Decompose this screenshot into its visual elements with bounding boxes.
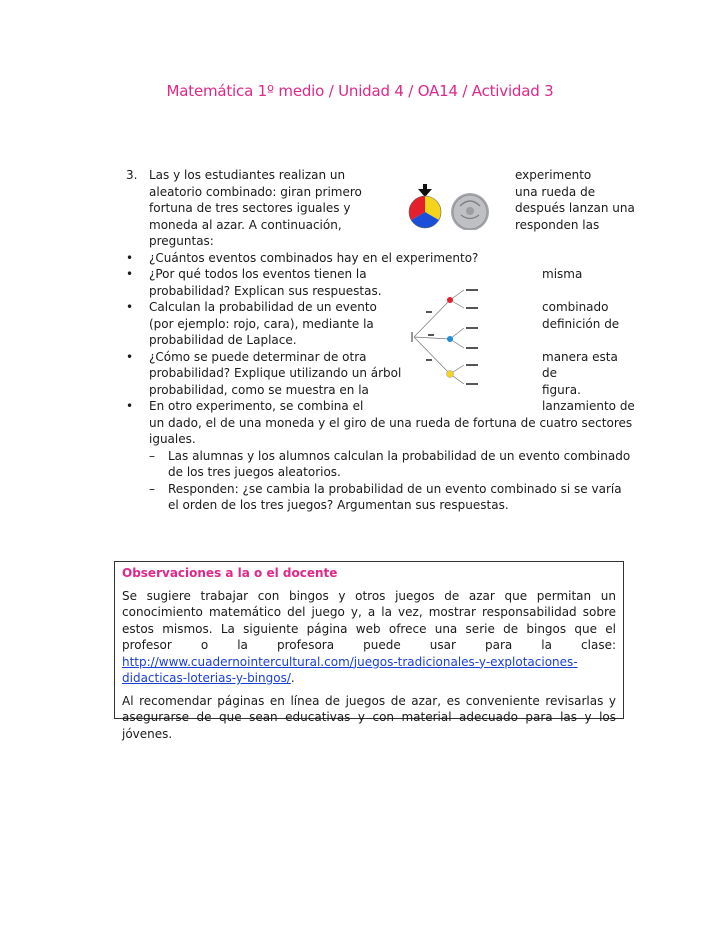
question-line: (por ejemplo: rojo, cara), mediante la [149,316,374,331]
sub-item-text: Responden: ¿se cambia la probabilidad de un evento combinado si se varía el orden de los tres juegos? Argumentan sus respuestas. [168,481,622,512]
question-right-line: definición de [542,316,620,331]
question-right-line: manera esta [542,349,618,364]
sub-list [149,448,636,514]
intro-line: fortuna de tres sectores iguales y [149,201,351,215]
question-line: probabilidad? Explican sus respuestas. [149,283,382,298]
question-right-line: combinado [542,300,609,314]
sub-item-text: Las alumnas y los alumnos calculan la probabilidad de un evento combinado de los tres juegos aleatorios. [168,448,631,479]
observations-period: . [290,671,295,685]
intro-line: aleatorio combinado: giran primero [149,184,362,199]
observations-paragraph-2: Al recomendar páginas en línea de juegos de azar, es conveniente revisarlas y asegurarse de que sean educativas y con material adecuado para las y los jóvenes. [122,693,616,741]
question-line: ¿Cuántos eventos combinados hay en el experimento? [149,250,479,265]
bullet: • [126,300,134,314]
question-right-line: misma [542,267,583,281]
observations-text: Se sugiere trabajar con bingos y otros juegos de azar que permitan un conocimiento matemático del juego y, a la vez, mostrar responsabilidad sobre estos mismos. La siguiente página web ofrece una serie de bingos que el profesor o la profesora puede usar para la clase: [122,588,616,652]
intro-right-line: después lanzan una [515,201,635,215]
teacher-observations-box [114,561,624,741]
wheel-and-coin-image [405,184,497,230]
question-item [126,299,636,349]
probability-tree [406,285,488,393]
intro-line: moneda al azar. A continuación, [149,217,342,232]
question-item [126,398,636,448]
intro-right-line: experimento [515,168,592,182]
question-line: En otro experimento, se combina el [149,399,364,413]
question-line: ¿Cómo se puede determinar de otra [149,349,367,364]
arrow-down-icon [418,184,432,197]
bullet: • [126,349,134,364]
question-line: probabilidad de Laplace. [149,333,297,347]
question-item [126,266,636,299]
sub-item [149,481,636,514]
intro-right-line: una rueda de [515,184,596,199]
activity [126,167,636,514]
dash-marker: – [149,448,155,463]
coin [451,193,489,230]
question-line: probabilidad, como se muestra en la [149,382,369,397]
activity-intro [126,167,636,250]
fortune-wheel [409,196,441,228]
intro-line: Las y los estudiantes realizan un [149,168,346,182]
bullet: • [126,250,134,265]
question-line: probabilidad? Explique utilizando un árbol [149,366,402,380]
observations-paragraph [122,588,616,687]
dash-marker: – [149,481,155,496]
sub-item [149,448,636,481]
intro-line: preguntas: [149,234,214,248]
bullet: • [126,267,134,281]
question-line: ¿Por qué todos los eventos tienen la [149,267,367,281]
activity-number: 3. [126,168,138,182]
question-line: iguales. [149,432,196,446]
observations-title: Observaciones a la o el docente [122,566,338,580]
question-right-line: de [542,366,557,380]
question-item [126,250,636,267]
question-item [126,349,636,399]
intro-right-line: responden las [515,217,600,232]
question-line: Calculan la probabilidad de un evento [149,300,377,314]
question-right-line: figura. [542,382,581,397]
bingo-resource-link[interactable]: http://www.cuadernointercultural.com/juegos-tradicionales-y-explotaciones-didacticas-loterias-y-bingos/ [122,654,578,685]
question-right-line: lanzamiento de [542,399,635,413]
page-title: Matemática 1º medio / Unidad 4 / OA14 / Actividad 3 [166,82,554,100]
bullet: • [126,399,134,413]
question-line: un dado, el de una moneda y el giro de una rueda de fortuna de cuatro sectores [149,415,633,430]
